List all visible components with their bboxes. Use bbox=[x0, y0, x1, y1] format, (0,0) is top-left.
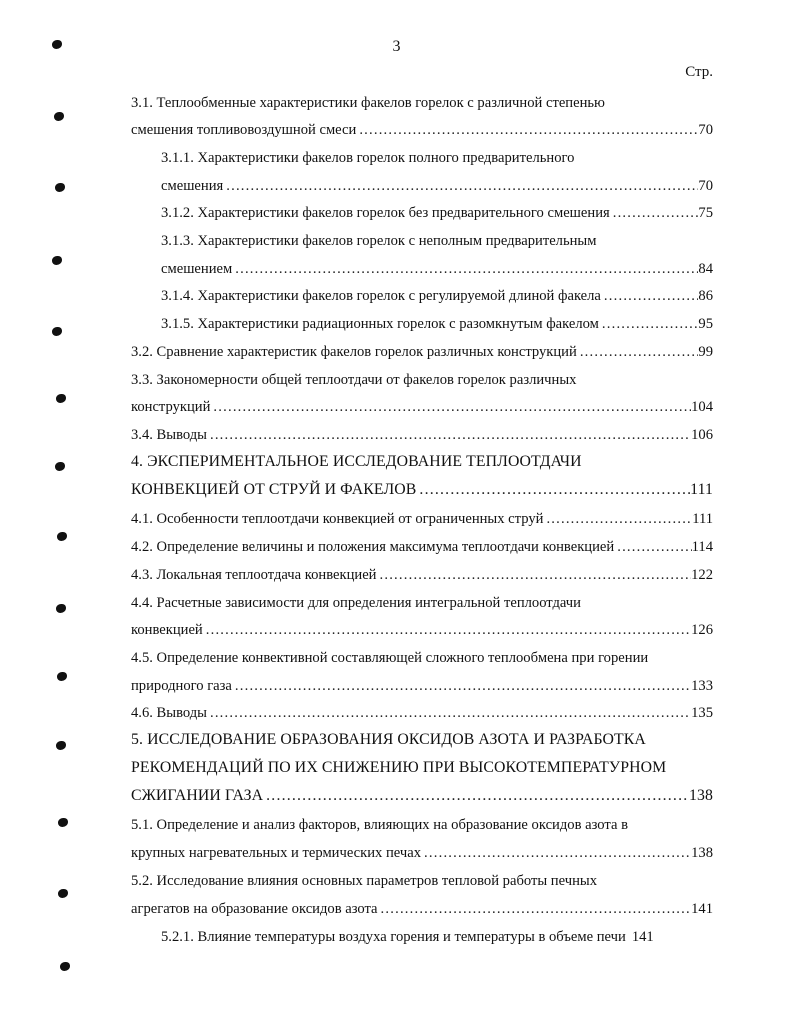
toc-entry: смешения ..... 70 bbox=[161, 176, 713, 196]
dot-leader bbox=[599, 314, 699, 334]
toc-line: 5.1. Определение и анализ факторов, влияющих на образование оксидов азота в bbox=[131, 817, 628, 833]
dot-leader bbox=[210, 397, 691, 417]
toc-page-number: 75 bbox=[698, 205, 713, 221]
dot-leader bbox=[232, 259, 698, 279]
binder-mark bbox=[57, 672, 67, 681]
binder-mark bbox=[52, 256, 62, 265]
toc-chapter-entry: СЖИГАНИИ ГАЗА ..... 138 bbox=[131, 786, 713, 806]
toc-chapter-entry: КОНВЕКЦИЕЙ ОТ СТРУЙ И ФАКЕЛОВ ..... 111 bbox=[131, 480, 713, 500]
toc-chapter-line: РЕКОМЕНДАЦИЙ ПО ИХ СНИЖЕНИЮ ПРИ ВЫСОКОТЕМПЕРАТУРНОМ bbox=[131, 759, 667, 776]
toc-page-number: 99 bbox=[698, 344, 713, 360]
binder-mark bbox=[52, 327, 62, 336]
toc-entry: крупных нагревательных и термических печах ..... 138 bbox=[131, 843, 713, 863]
toc-page-number: 133 bbox=[691, 678, 713, 694]
dot-leader bbox=[232, 676, 691, 696]
dot-leader bbox=[207, 425, 691, 445]
toc-entry: 4.1. Особенности теплоотдачи конвекцией от ограниченных струй ..... 111 bbox=[131, 509, 713, 529]
toc-page-number: 86 bbox=[698, 288, 713, 304]
dot-leader bbox=[543, 509, 692, 529]
toc-entry: смешения топливовоздушной смеси ..... 70 bbox=[131, 120, 713, 140]
toc-line: 3.1. Теплообменные характеристики факелов горелок с различной степенью bbox=[131, 95, 605, 111]
toc-entry: агрегатов на образование оксидов азота ..... 141 bbox=[131, 899, 713, 919]
toc-page-number: 104 bbox=[691, 399, 713, 415]
page-column-label: Стр. bbox=[685, 64, 713, 80]
binder-mark bbox=[54, 112, 64, 121]
toc-chapter-line: 4. ЭКСПЕРИМЕНТАЛЬНОЕ ИССЛЕДОВАНИЕ ТЕПЛООТДАЧИ bbox=[131, 453, 582, 470]
toc-page-number: 84 bbox=[698, 261, 713, 277]
binder-mark bbox=[55, 462, 65, 471]
toc-entry: смешением ..... 84 bbox=[161, 259, 713, 279]
page-number: 3 bbox=[392, 38, 401, 55]
toc-entry: конструкций ..... 104 bbox=[131, 397, 713, 417]
toc-entry: 4.3. Локальная теплоотдача конвекцией ..... 122 bbox=[131, 565, 713, 585]
dot-leader bbox=[601, 286, 698, 306]
binder-mark bbox=[56, 741, 66, 750]
dot-leader bbox=[416, 480, 690, 500]
binder-mark bbox=[58, 818, 68, 827]
toc-entry: 4.6. Выводы ..... 135 bbox=[131, 703, 713, 723]
binder-mark bbox=[56, 394, 66, 403]
toc-page-number: 70 bbox=[698, 122, 713, 138]
binder-mark bbox=[57, 532, 67, 541]
binder-mark bbox=[56, 604, 66, 613]
dot-leader bbox=[223, 176, 698, 196]
toc-page-number: 111 bbox=[690, 481, 713, 498]
toc-page-number: 114 bbox=[691, 539, 713, 555]
toc-entry: 3.2. Сравнение характеристик факелов горелок различных конструкций ..... 99 bbox=[131, 342, 713, 362]
dot-leader bbox=[207, 703, 691, 723]
dot-leader bbox=[610, 203, 699, 223]
toc-entry: 3.4. Выводы ..... 106 bbox=[131, 425, 713, 445]
dot-leader bbox=[203, 620, 691, 640]
dot-leader bbox=[356, 120, 698, 140]
toc-line: 4.4. Расчетные зависимости для определения интегральной теплоотдачи bbox=[131, 595, 581, 611]
toc-page-number: 111 bbox=[692, 511, 713, 527]
dot-leader bbox=[421, 843, 691, 863]
toc-entry: 3.1.2. Характеристики факелов горелок без предварительного смешения ..... 75 bbox=[161, 203, 713, 223]
toc-page-number: 138 bbox=[689, 787, 713, 804]
dot-leader bbox=[263, 786, 689, 806]
binder-mark bbox=[55, 183, 65, 192]
toc-entry: конвекцией ..... 126 bbox=[131, 620, 713, 640]
toc-line: 3.1.3. Характеристики факелов горелок с неполным предварительным bbox=[161, 233, 597, 249]
binder-mark bbox=[60, 962, 70, 971]
toc-line: 3.3. Закономерности общей теплоотдачи от факелов горелок различных bbox=[131, 372, 577, 388]
toc-entry: природного газа ..... 133 bbox=[131, 676, 713, 696]
toc-page-number: 141 bbox=[691, 901, 713, 917]
dot-leader bbox=[577, 342, 699, 362]
toc-page-number: 138 bbox=[691, 845, 713, 861]
dot-leader bbox=[614, 537, 691, 557]
dot-leader bbox=[378, 899, 692, 919]
toc-page-number: 122 bbox=[691, 567, 713, 583]
toc-line: 3.1.1. Характеристики факелов горелок полного предварительного bbox=[161, 150, 575, 166]
toc-page-number: 70 bbox=[698, 178, 713, 194]
toc-entry: 4.2. Определение величины и положения максимума теплоотдачи конвекцией ..... 114 bbox=[131, 537, 713, 557]
toc-page-number: 135 bbox=[691, 705, 713, 721]
toc-entry: 5.2.1. Влияние температуры воздуха горения и температуры в объеме печи 141 bbox=[161, 929, 654, 945]
toc-line: 5.2. Исследование влияния основных параметров тепловой работы печных bbox=[131, 873, 597, 889]
toc-chapter-line: 5. ИССЛЕДОВАНИЕ ОБРАЗОВАНИЯ ОКСИДОВ АЗОТА И РАЗРАБОТКА bbox=[131, 731, 646, 748]
toc-page-number: 141 bbox=[631, 929, 654, 945]
toc-entry: 3.1.4. Характеристики факелов горелок с регулируемой длиной факела ..... 86 bbox=[161, 286, 713, 306]
toc-entry: 3.1.5. Характеристики радиационных горелок с разомкнутым факелом ..... 95 bbox=[161, 314, 713, 334]
toc-line: 4.5. Определение конвективной составляющей сложного теплообмена при горении bbox=[131, 650, 649, 666]
toc-page-number: 106 bbox=[691, 427, 713, 443]
toc-page-number: 126 bbox=[691, 622, 713, 638]
binder-mark bbox=[58, 889, 68, 898]
toc-page-number: 95 bbox=[698, 316, 713, 332]
dot-leader bbox=[377, 565, 692, 585]
